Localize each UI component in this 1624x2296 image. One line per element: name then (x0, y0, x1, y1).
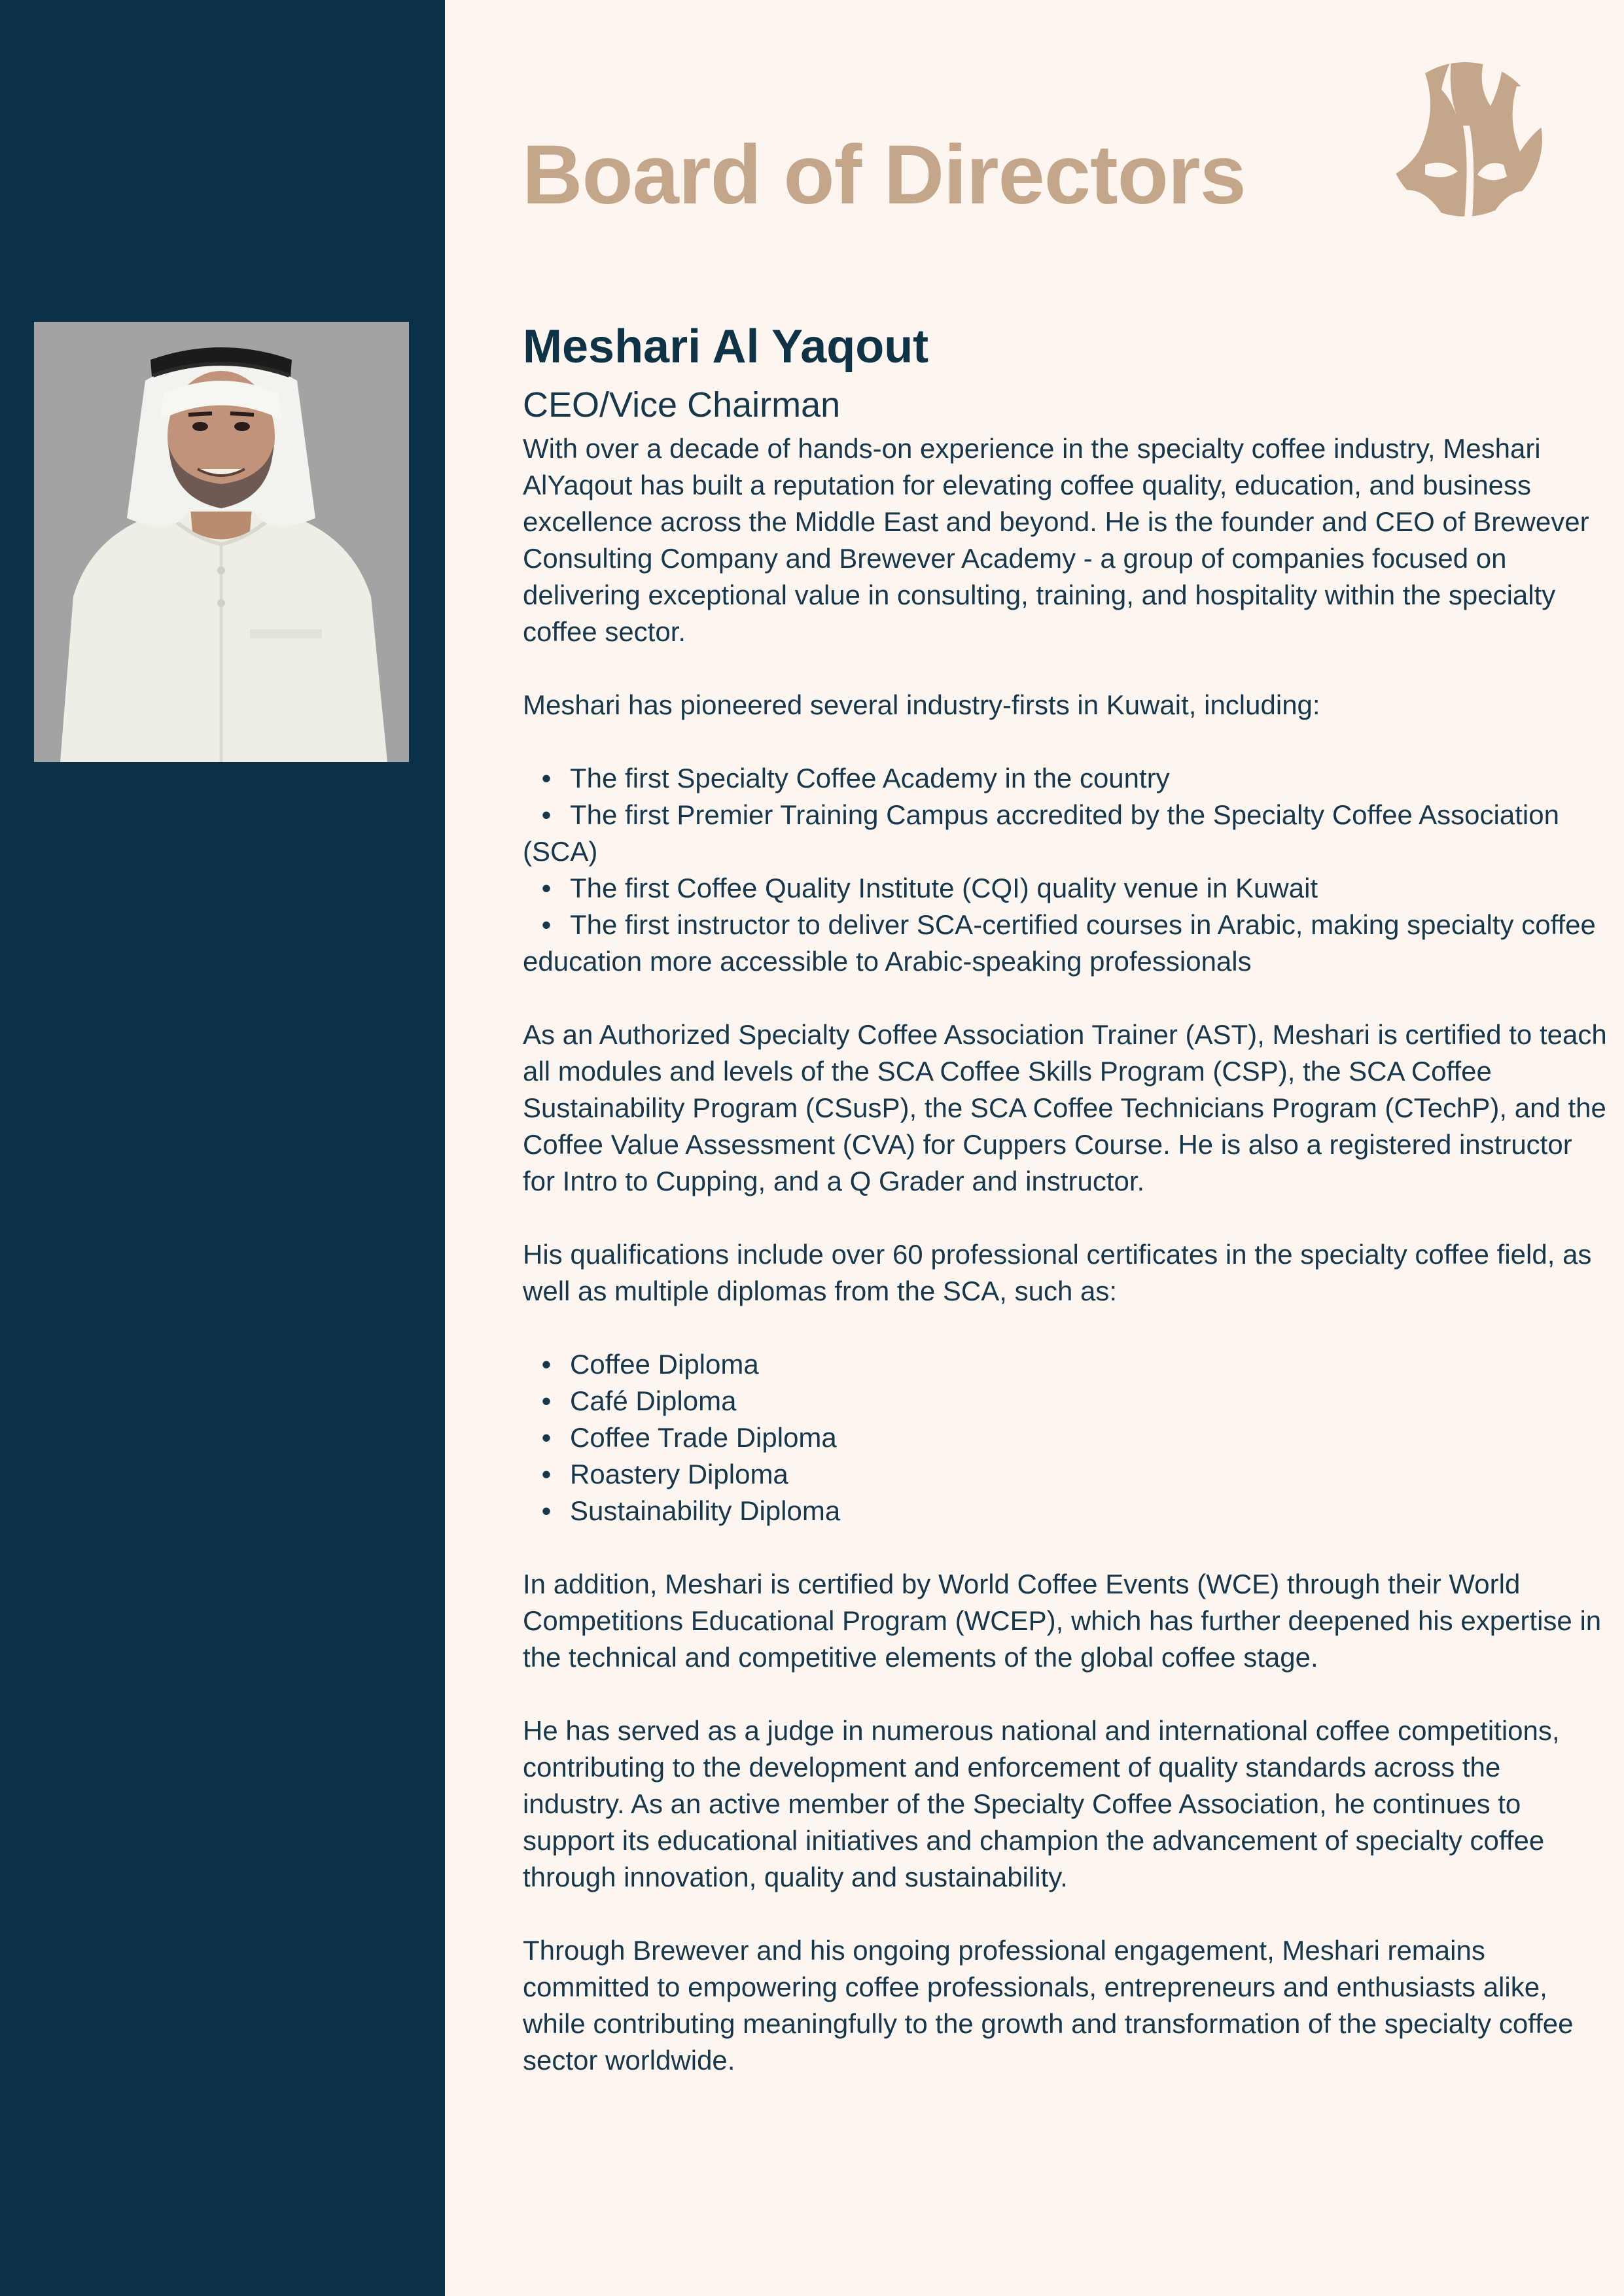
biography (523, 430, 1609, 2079)
list-item: • Coffee Diploma (523, 1346, 1609, 1383)
list-item: • Sustainability Diploma (523, 1493, 1609, 1529)
list-item: • Coffee Trade Diploma (523, 1419, 1609, 1456)
director-role: CEO/Vice Chairman (523, 385, 841, 425)
bio-judge-paragraph: He has served as a judge in numerous national and international coffee competitions, contributing to the development and enforcement of quality standards across the industry. As an active member of the Specialty Coffee Association, he continues to support its educational initiatives and champion the advancement of specialty coffee through innovation, quality and sustainability. (523, 1715, 1560, 1892)
bio-closing-paragraph: Through Brewever and his ongoing professional engagement, Meshari remains committed to empowering coffee professionals, entrepreneurs and enthusiasts alike, while contributing meaningfully to the growth and transformation of the specialty coffee sector worldwide. (523, 1935, 1574, 2076)
list-item: • Café Diploma (523, 1383, 1609, 1419)
bio-qualifications-intro: His qualifications include over 60 professional certificates in the specialty coffee field, as well as multiple diplomas from the SCA, such as: (523, 1239, 1592, 1306)
bio-firsts-intro: Meshari has pioneered several industry-firsts in Kuwait, including: (523, 689, 1320, 720)
list-item: • The first Coffee Quality Institute (CQI) quality venue in Kuwait (523, 870, 1609, 907)
list-item: • The first instructor to deliver SCA-certified courses in Arabic, making specialty coffee education more accessible to Arabic-speaking professionals (523, 907, 1609, 980)
bio-wce-paragraph: In addition, Meshari is certified by World Coffee Events (WCE) through their World Competitions Educational Program (WCEP), which has further deepened his expertise in the technical and competitive elements of the global coffee stage. (523, 1569, 1602, 1673)
page-title: Board of Directors (522, 128, 1246, 222)
portrait-illustration (34, 322, 409, 762)
diplomas-list (523, 1346, 1609, 1529)
coffee-tree-emblem-icon (1386, 60, 1544, 218)
list-item: • The first Specialty Coffee Academy in the country (523, 760, 1609, 797)
profile-content (523, 314, 1609, 2115)
director-name: Meshari Al Yaqout (523, 321, 929, 373)
list-item: • The first Premier Training Campus accredited by the Specialty Coffee Association (SCA) (523, 797, 1609, 870)
bio-trainer-paragraph: As an Authorized Specialty Coffee Association Trainer (AST), Meshari is certified to teach all modules and levels of the SCA Coffee Skills Program (CSP), the SCA Coffee Sustainability Program (CSusP), the SCA Coffee Technicians Program (CTechP), and the Coffee Value Assessment (CVA) for Cuppers Course. He is also a registered instructor for Intro to Cupping, and a Q Grader and instructor. (523, 1019, 1607, 1196)
industry-firsts-list (523, 760, 1609, 980)
portrait-photo (34, 322, 409, 762)
list-item: • Roastery Diploma (523, 1456, 1609, 1493)
bio-intro-paragraph: With over a decade of hands-on experience in the specialty coffee industry, Meshari AlYaqout has built a reputation for elevating coffee quality, education, and business excellence across the Middle East and beyond. He is the founder and CEO of Brewever Consulting Company and Brewever Academy - a group of companies focused on delivering exceptional value in consulting, training, and hospitality within the specialty coffee sector. (523, 433, 1589, 647)
